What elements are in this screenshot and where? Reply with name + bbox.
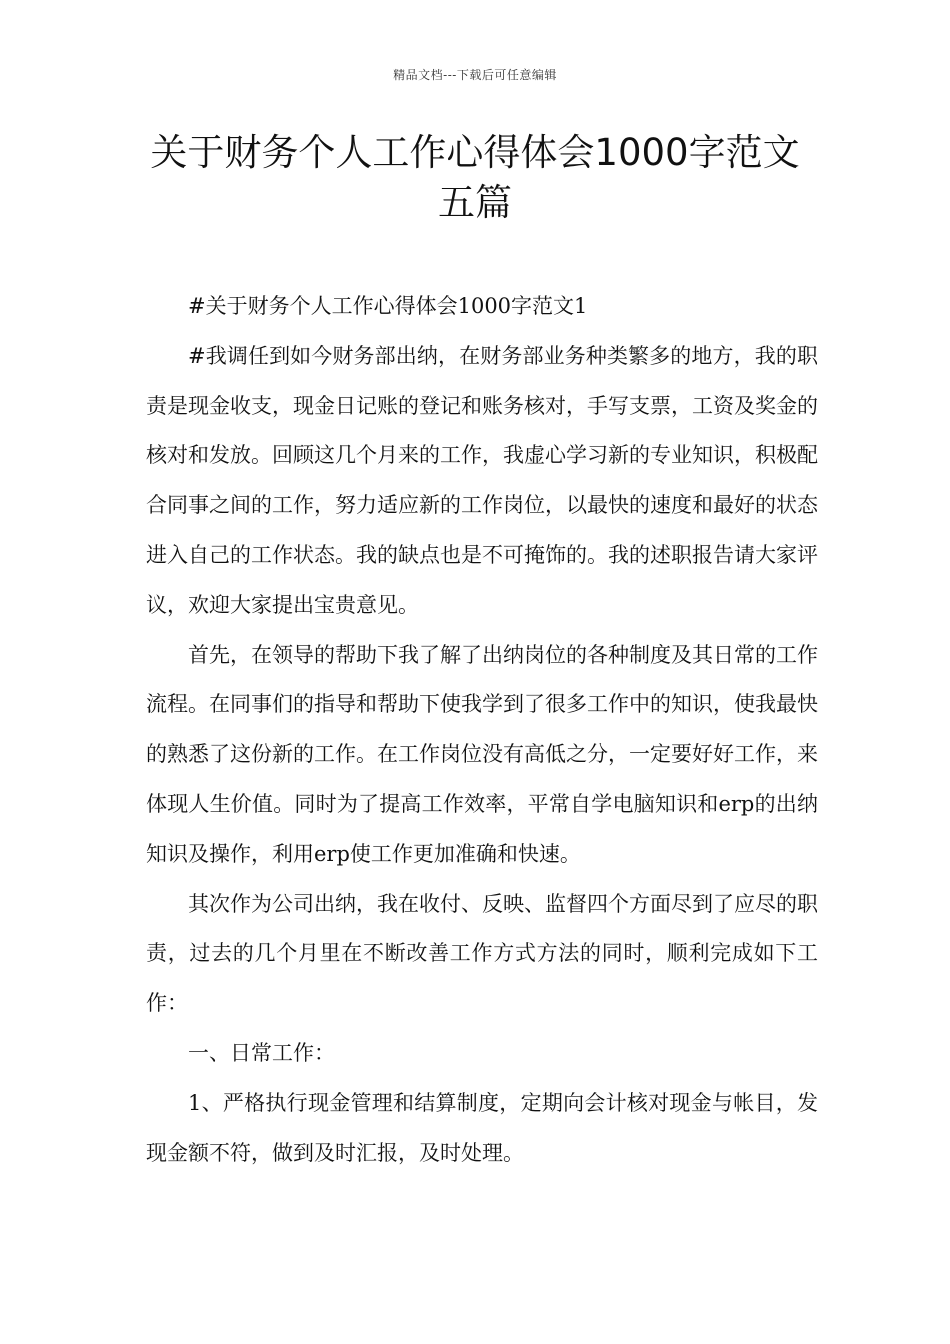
- page-header: 精品文档---下载后可任意编辑: [393, 68, 557, 82]
- paragraph: #我调任到如今财务部出纳，在财务部业务种类繁多的地方，我的职责是现金收支，现金日记账的登记和账务核对，手写支票，工资及奖金的核对和发放。回顾这几个月来的工作，我虚心学习新的专业知识，积极配合同事之间的工作，努力适应新的工作岗位，以最快的速度和最好的状态进入自己的工作状态。我的缺点也是不可掩饰的。我的述职报告请大家评议，欢迎大家提出宝贵意见。: [146, 343, 818, 617]
- paragraph-section-heading: #关于财务个人工作心得体会1000字范文1: [188, 294, 588, 318]
- paragraph: 首先，在领导的帮助下我了解了出纳岗位的各种制度及其日常的工作流程。在同事们的指导和帮助下使我学到了很多工作中的知识，使我最快的熟悉了这份新的工作。在工作岗位没有高低之分，一定要好好工作，来体现人生价值。同时为了提高工作效率，平常自学电脑知识和erp的出纳知识及操作，利用erp使工作更加准确和快速。: [146, 642, 818, 866]
- paragraph-subheading: 一、日常工作：: [188, 1040, 335, 1065]
- paragraph: 其次作为公司出纳，我在收付、反映、监督四个方面尽到了应尽的职责，过去的几个月里在不断改善工作方式方法的同时，顺利完成如下工作：: [146, 891, 818, 1016]
- document-title: 关于财务个人工作心得体会1000字范文五篇: [150, 131, 800, 224]
- paragraph: 1、严格执行现金管理和结算制度，定期向会计核对现金与帐目，发现金额不符，做到及时汇报，及时处理。: [146, 1090, 818, 1165]
- document-body: [146, 282, 818, 1178]
